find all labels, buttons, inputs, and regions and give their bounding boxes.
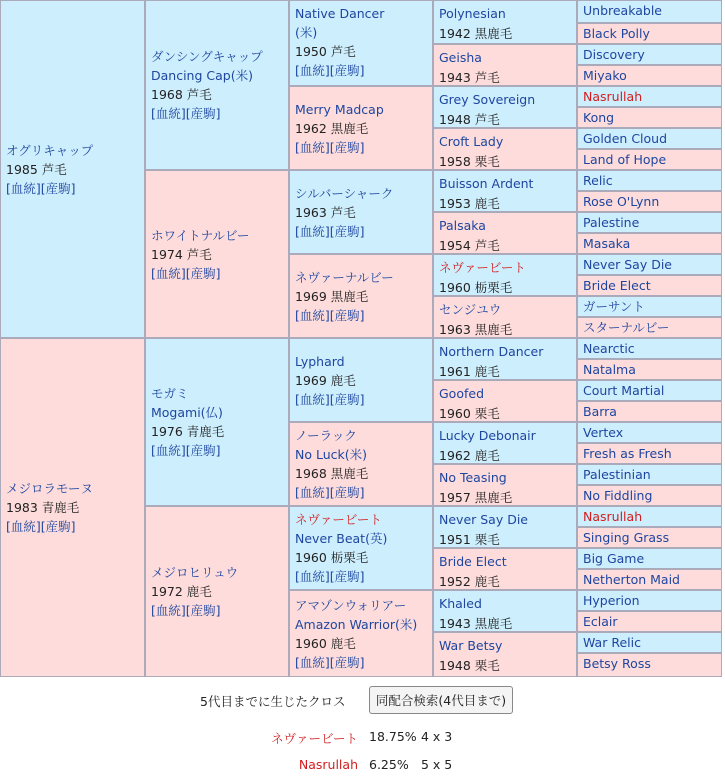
- horse-name-link[interactable]: Northern Dancer: [439, 344, 544, 359]
- gen4-cell: [433, 464, 577, 506]
- gen3-cell: [289, 0, 433, 86]
- pedigree-links[interactable]: [血統][産駒]: [6, 519, 76, 534]
- horse-year-color: 1958 栗毛: [439, 154, 500, 169]
- horse-name-link[interactable]: Croft Lady: [439, 134, 504, 149]
- pedigree-links[interactable]: [血統][産駒]: [295, 569, 365, 584]
- horse-year-color: 1976 青鹿毛: [151, 424, 225, 439]
- horse-name-link[interactable]: Merry Madcap: [295, 101, 384, 117]
- horse-year-color: 1960 栗毛: [439, 406, 500, 421]
- gen3-cell: [289, 590, 433, 677]
- cross-label: 5代目までに生じたクロス: [200, 694, 346, 709]
- horse-year-color: 1960 栃栗毛: [439, 280, 513, 295]
- horse-name-en-link[interactable]: No Luck(米): [295, 447, 368, 462]
- horse-name-link[interactable]: Lucky Debonair: [439, 428, 536, 443]
- horse-name-link[interactable]: アマゾンウォリアー: [295, 597, 407, 613]
- horse-name-link[interactable]: メジロヒリュウ: [151, 565, 239, 580]
- horse-year-color: 1974 芦毛: [151, 246, 212, 262]
- horse-year-color: 1961 鹿毛: [439, 364, 500, 379]
- horse-name-en-link[interactable]: Mogami(仏): [151, 405, 223, 420]
- horse-name-en-link[interactable]: (米): [295, 25, 318, 40]
- horse-year-color: 1948 芦毛: [439, 112, 500, 127]
- horse-year-color: 1968 芦毛: [151, 87, 212, 102]
- gen1-cell: [0, 338, 145, 677]
- pedigree-links[interactable]: [血統][産駒]: [295, 223, 365, 239]
- pedigree-links[interactable]: [血統][産駒]: [295, 307, 365, 323]
- gen2-cell: [145, 506, 289, 677]
- gen5-cell[interactable]: Bride Elect: [577, 275, 722, 296]
- gen2-cell: [145, 170, 289, 338]
- gen2-cell: [145, 0, 289, 170]
- gen3-cell: [289, 170, 433, 254]
- horse-year-color: 1983 青鹿毛: [6, 500, 80, 515]
- gen2-cell: [145, 338, 289, 506]
- gen3-cell: [289, 338, 433, 422]
- horse-year-color: 1969 黒鹿毛: [295, 288, 369, 304]
- horse-year-color: 1968 黒鹿毛: [295, 466, 369, 481]
- gen5-cell[interactable]: Rose O'Lynn: [577, 191, 722, 212]
- gen5-cell[interactable]: Court Martial: [577, 380, 722, 401]
- gen5-cell[interactable]: No Fiddling: [577, 485, 722, 506]
- horse-name-link[interactable]: ネヴァーナルビー: [295, 269, 394, 285]
- gen5-cell[interactable]: Barra: [577, 401, 722, 422]
- horse-name-link[interactable]: Polynesian: [439, 6, 506, 21]
- cross-generation: 4 x 3: [421, 729, 453, 744]
- gen5-cell[interactable]: Fresh as Fresh: [577, 443, 722, 464]
- gen3-cell: [289, 86, 433, 170]
- cross-percent: 18.75%: [369, 729, 417, 744]
- gen4-cell: [433, 548, 577, 590]
- gen5-cell[interactable]: Kong: [577, 107, 722, 128]
- horse-year-color: 1962 黒鹿毛: [295, 120, 369, 136]
- horse-name-link[interactable]: Bride Elect: [439, 554, 507, 569]
- horse-name-link[interactable]: ネヴァービート: [295, 512, 382, 527]
- horse-name-link[interactable]: モガミ: [151, 386, 189, 401]
- horse-year-color: 1962 鹿毛: [439, 448, 500, 463]
- gen5-cell[interactable]: Masaka: [577, 233, 722, 254]
- horse-name-link[interactable]: Lyphard: [295, 353, 345, 369]
- gen5-cell[interactable]: Nasrullah: [577, 86, 722, 107]
- pedigree-links[interactable]: [血統][産駒]: [6, 180, 76, 196]
- horse-name-link[interactable]: シルバーシャーク: [295, 185, 394, 201]
- pedigree-links[interactable]: [血統][産駒]: [151, 265, 221, 281]
- horse-year-color: 1972 鹿毛: [151, 584, 212, 599]
- pedigree-links[interactable]: [血統][産駒]: [295, 63, 365, 78]
- horse-year-color: 1942 黒鹿毛: [439, 26, 513, 41]
- horse-name-en-link[interactable]: Amazon Warrior(米): [295, 616, 418, 632]
- horse-year-color: 1960 鹿毛: [295, 635, 356, 651]
- horse-name-link[interactable]: ホワイトナルビー: [151, 227, 250, 243]
- pedigree-links[interactable]: [血統][産駒]: [295, 654, 365, 670]
- horse-year-color: 1969 鹿毛: [295, 372, 356, 388]
- gen5-cell[interactable]: Hyperion: [577, 590, 722, 611]
- gen4-cell: [433, 506, 577, 548]
- horse-year-color: 1963 芦毛: [295, 204, 356, 220]
- gen5-cell[interactable]: Discovery: [577, 44, 722, 65]
- horse-name-link[interactable]: センジユウ: [439, 302, 502, 317]
- gen5-cell[interactable]: War Relic: [577, 632, 722, 653]
- pedigree-links[interactable]: [血統][産駒]: [295, 391, 365, 407]
- gen5-cell[interactable]: Singing Grass: [577, 527, 722, 548]
- gen4-cell: [433, 0, 577, 44]
- horse-year-color: 1954 芦毛: [439, 238, 500, 253]
- gen4-cell: [433, 296, 577, 338]
- gen5-cell[interactable]: スターナルビー: [577, 317, 722, 338]
- horse-year-color: 1950 芦毛: [295, 44, 356, 59]
- horse-name-link[interactable]: ダンシングキャップ: [151, 49, 263, 64]
- pedigree-links[interactable]: [血統][産駒]: [151, 106, 221, 121]
- gen4-cell: [433, 86, 577, 128]
- gen5-cell[interactable]: Unbreakable: [577, 0, 722, 23]
- horse-name-link[interactable]: ノーラック: [295, 428, 357, 443]
- gen3-cell: [289, 254, 433, 338]
- pedigree-links[interactable]: [血統][産駒]: [295, 139, 365, 155]
- cross-percent: 6.25%: [369, 757, 409, 772]
- horse-year-color: 1953 鹿毛: [439, 196, 500, 211]
- pedigree-links[interactable]: [血統][産駒]: [151, 443, 221, 458]
- gen5-cell[interactable]: Golden Cloud: [577, 128, 722, 149]
- gen4-cell: [433, 44, 577, 86]
- horse-year-color: 1960 栃栗毛: [295, 550, 369, 565]
- gen5-cell[interactable]: Vertex: [577, 422, 722, 443]
- gen4-cell: [433, 590, 577, 632]
- gen5-cell[interactable]: Black Polly: [577, 23, 722, 44]
- cross-row: [0, 729, 725, 749]
- horse-name-en-link[interactable]: Never Beat(英): [295, 531, 388, 546]
- horse-name-link[interactable]: Geisha: [439, 50, 482, 65]
- gen3-cell: [289, 506, 433, 590]
- similar-mating-search-button[interactable]: 同配合検索(4代目まで): [369, 686, 513, 714]
- horse-year-color: 1963 黒鹿毛: [439, 322, 513, 337]
- horse-year-color: 1985 芦毛: [6, 161, 67, 177]
- horse-year-color: 1943 芦毛: [439, 70, 500, 85]
- gen5-cell[interactable]: Big Game: [577, 548, 722, 569]
- gen3-cell: [289, 422, 433, 506]
- horse-name-link[interactable]: Buisson Ardent: [439, 176, 534, 191]
- horse-year-color: 1957 黒鹿毛: [439, 490, 513, 505]
- horse-name-link[interactable]: Native Dancer: [295, 6, 385, 21]
- horse-name-link[interactable]: Never Say Die: [439, 512, 528, 527]
- cross-horse-name[interactable]: ネヴァービート: [271, 731, 358, 746]
- horse-name-link[interactable]: No Teasing: [439, 470, 507, 485]
- gen5-cell[interactable]: ガーサント: [577, 296, 722, 317]
- horse-name-link[interactable]: Goofed: [439, 386, 485, 401]
- cross-generation: 5 x 5: [421, 757, 453, 772]
- pedigree-links[interactable]: [血統][産駒]: [295, 485, 365, 500]
- gen5-cell[interactable]: Netherton Maid: [577, 569, 722, 590]
- gen5-cell[interactable]: Palestinian: [577, 464, 722, 485]
- horse-year-color: 1952 鹿毛: [439, 574, 500, 589]
- horse-name-link[interactable]: War Betsy: [439, 638, 503, 653]
- horse-name-link[interactable]: オグリキャップ: [6, 142, 94, 158]
- gen4-cell: [433, 380, 577, 422]
- gen4-cell: [433, 254, 577, 296]
- cross-section: [0, 685, 725, 775]
- gen5-cell[interactable]: Eclair: [577, 611, 722, 632]
- horse-name-link[interactable]: ネヴァービート: [439, 260, 526, 275]
- gen5-cell[interactable]: Palestine: [577, 212, 722, 233]
- gen4-cell: [433, 170, 577, 212]
- horse-year-color: 1951 栗毛: [439, 532, 500, 547]
- horse-name-link[interactable]: Grey Sovereign: [439, 92, 536, 107]
- gen5-cell[interactable]: Betsy Ross: [577, 653, 722, 677]
- gen4-cell: [433, 632, 577, 677]
- cross-row: [0, 757, 725, 777]
- horse-name-en-link[interactable]: Dancing Cap(米): [151, 68, 253, 83]
- horse-name-link[interactable]: Khaled: [439, 596, 482, 611]
- gen5-cell[interactable]: Nearctic: [577, 338, 722, 359]
- gen4-cell: [433, 212, 577, 254]
- horse-year-color: 1948 栗毛: [439, 658, 500, 673]
- gen5-cell[interactable]: Land of Hope: [577, 149, 722, 170]
- horse-name-link[interactable]: メジロラモーヌ: [6, 481, 94, 496]
- cross-horse-name[interactable]: Nasrullah: [298, 757, 358, 772]
- gen4-cell: [433, 422, 577, 464]
- gen5-cell[interactable]: Natalma: [577, 359, 722, 380]
- gen5-cell[interactable]: Relic: [577, 170, 722, 191]
- horse-year-color: 1943 黒鹿毛: [439, 616, 513, 631]
- gen4-cell: [433, 338, 577, 380]
- gen5-cell[interactable]: Nasrullah: [577, 506, 722, 527]
- gen4-cell: [433, 128, 577, 170]
- horse-name-link[interactable]: Palsaka: [439, 218, 486, 233]
- gen5-cell[interactable]: Miyako: [577, 65, 722, 86]
- pedigree-links[interactable]: [血統][産駒]: [151, 603, 221, 618]
- gen1-cell: [0, 0, 145, 338]
- gen5-cell[interactable]: Never Say Die: [577, 254, 722, 275]
